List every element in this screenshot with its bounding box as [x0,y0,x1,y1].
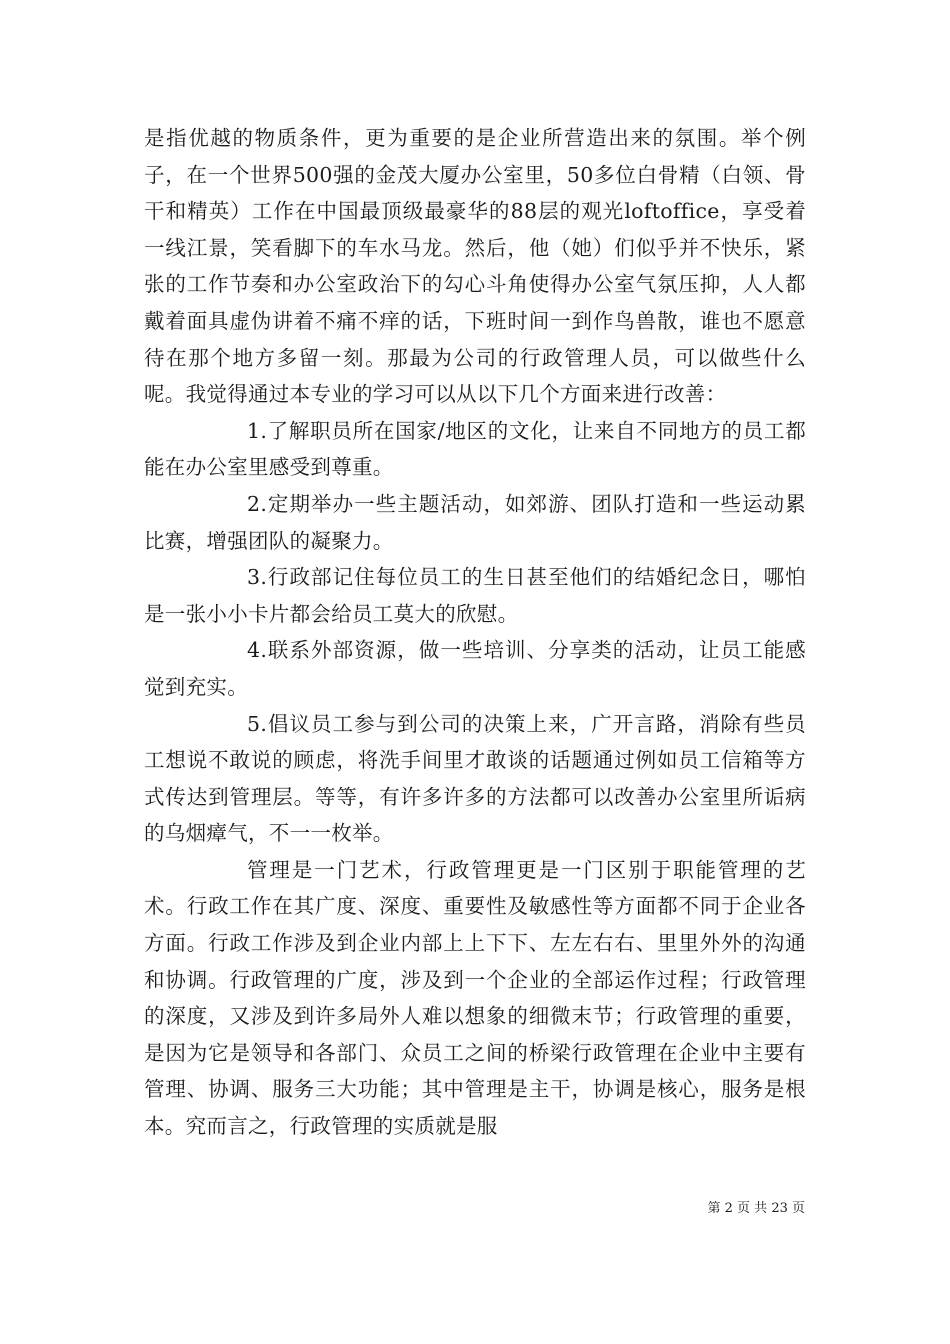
page-number-footer: 第 2 页 共 23 页 [707,1201,805,1216]
document-body [144,120,806,1145]
list-item-2: 2.定期举办一些主题活动，如郊游、团队打造和一些运动累比赛，增强团队的凝聚力。 [144,491,806,553]
paragraph-management: 管理是一门艺术，行政管理更是一门区别于职能管理的艺术。行政工作在其广度、深度、重要性及敏感性等方面都不同于企业各方面。行政工作涉及到企业内部上上下下、左左右右、里里外外的沟通和协调。行政管理的广度，涉及到一个企业的全部运作过程；行政管理的深度，又涉及到许多局外人难以想象的细微末节；行政管理的重要，是因为它是领导和各部门、众员工之间的桥梁行政管理在企业中主要有管理、协调、服务三大功能；其中管理是主干，协调是核心，服务是根本。究而言之，行政管理的实质就是服 [144,857,806,1139]
paragraph-intro: 是指优越的物质条件，更为重要的是企业所营造出来的氛围。举个例子，在一个世界500强的金茂大厦办公室里，50多位白骨精（白领、骨干和精英）工作在中国最顶级最豪华的88层的观光loftoffice，享受着一线江景，笑看脚下的车水马龙。然后，他（她）们似乎并不快乐，紧张的工作节奏和办公室政治下的勾心斗角使得办公室气氛压抑，人人都戴着面具虚伪讲着不痛不痒的话，下班时间一到作鸟兽散，谁也不愿意待在那个地方多留一刻。那最为公司的行政管理人员，可以做些什么呢。我觉得通过本专业的学习可以从以下几个方面来进行改善： [144,126,806,407]
list-item-3: 3.行政部记住每位员工的生日甚至他们的结婚纪念日，哪怕是一张小小卡片都会给员工莫大的欣慰。 [144,565,806,626]
list-item-4: 4.联系外部资源，做一些培训、分享类的活动，让员工能感觉到充实。 [144,638,806,699]
list-item-5: 5.倡议员工参与到公司的决策上来，广开言路，消除有些员工想说不敢说的顾虑，将洗手间里才敢谈的话题通过例如员工信箱等方式传达到管理层。等等，有许多许多的方法都可以改善办公室里所诟病的乌烟瘴气，不一一枚举。 [144,711,806,846]
list-item-1: 1.了解职员所在国家/地区的文化，让来自不同地方的员工都能在办公室里感受到尊重。 [144,418,806,480]
